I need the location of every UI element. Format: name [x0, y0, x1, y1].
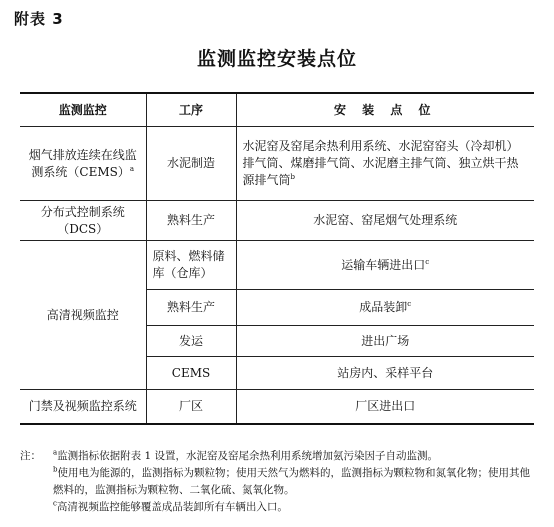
table-row — [20, 127, 534, 201]
note-a: 注： $^a$监测指标依据附表 1 设置，水泥窑及窑尾余热利用系统增加氨污染因子自动监测。 — [20, 448, 439, 462]
table-row — [20, 201, 534, 241]
page-title: 监测监控安装点位 — [196, 48, 357, 70]
note-c: $^c$高清视频监控能够覆盖成品装卸所有车辆出入口。 — [53, 499, 288, 513]
cell-process: 原料、燃料储库（仓库） — [146, 241, 236, 290]
appendix-label: 附表 3 — [14, 10, 64, 28]
cell-monitor: 烟气排放连续在线监测系统（CEMS）$^a$ — [20, 127, 146, 201]
cell-monitor: 分布式控制系统（DCS） — [20, 201, 146, 241]
table-row — [20, 241, 534, 290]
cell-monitor: 高清视频监控 — [20, 241, 146, 390]
cell-process: 发运 — [146, 326, 236, 357]
header-location: 安 装 点 位 — [236, 93, 534, 127]
table-notes — [20, 448, 540, 516]
table-header-row — [20, 93, 534, 127]
cell-location: 成品装卸$^c$ — [236, 290, 534, 326]
note-b: $^b$使用电为能源的，监测指标为颗粒物；使用天然气为燃料的，监测指标为颗粒物和氮氧化物；使用其他燃料的，监测指标为颗粒物、二氧化硫、氮氧化物。 — [53, 465, 530, 496]
cell-process: 水泥制造 — [146, 127, 236, 201]
cell-process: 厂区 — [146, 390, 236, 424]
cell-location: 厂区进出口 — [236, 390, 534, 424]
cell-process: 熟料生产 — [146, 290, 236, 326]
header-process: 工序 — [146, 93, 236, 127]
cell-location: 站房内、采样平台 — [236, 357, 534, 390]
monitoring-table — [20, 92, 534, 425]
cell-location: 水泥窑、窑尾烟气处理系统 — [236, 201, 534, 241]
cell-process: 熟料生产 — [146, 201, 236, 241]
cell-monitor: 门禁及视频监控系统 — [20, 390, 146, 424]
cell-process: CEMS — [146, 357, 236, 390]
cell-location: 进出广场 — [236, 326, 534, 357]
cell-location: 水泥窑及窑尾余热利用系统、水泥窑窑头（冷却机）排气筒、煤磨排气筒、水泥磨主排气筒、独立烘干热源排气筒$^b$ — [236, 127, 534, 201]
table-row — [20, 390, 534, 424]
cell-location: 运输车辆进出口$^c$ — [236, 241, 534, 290]
header-monitor: 监测监控 — [20, 93, 146, 127]
